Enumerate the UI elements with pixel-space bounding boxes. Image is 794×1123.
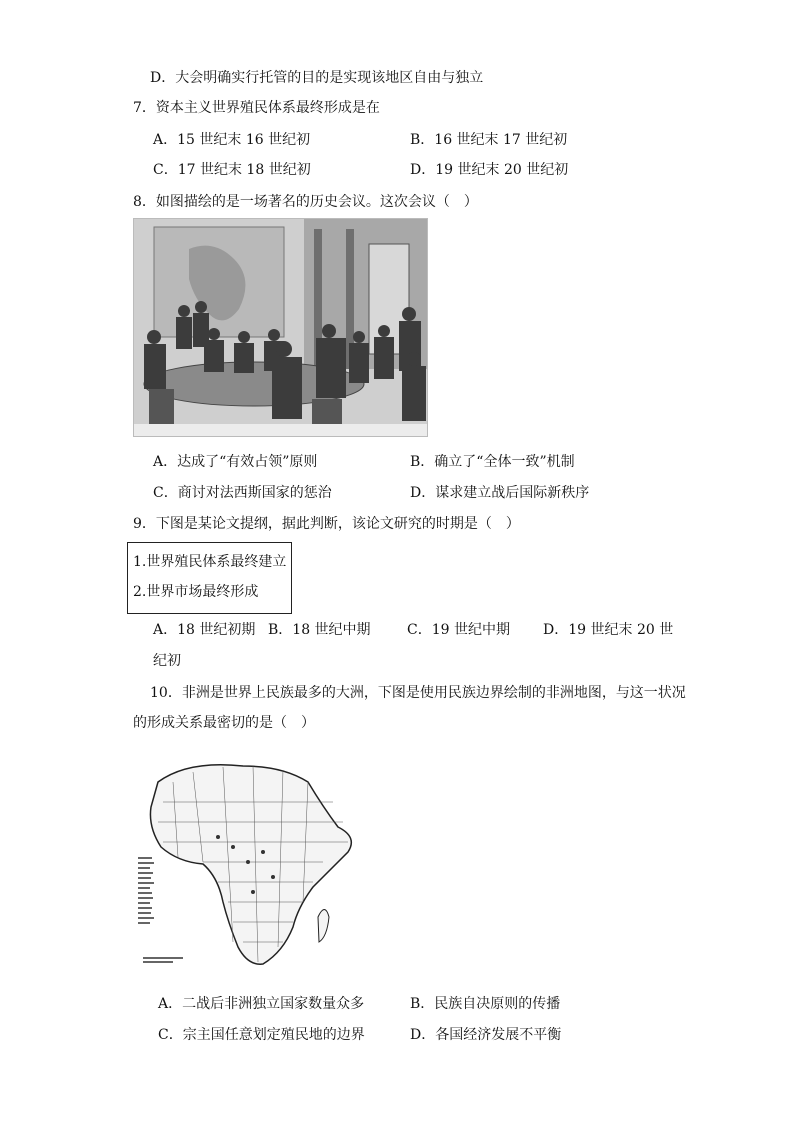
outline-item-2: 2.世界市场最终形成 xyxy=(133,584,259,600)
q10-option-c[interactable]: C．宗主国任意划定殖民地的边界 xyxy=(158,1027,365,1043)
q8-option-c[interactable]: C．商讨对法西斯国家的惩治 xyxy=(153,485,332,501)
q8-option-d[interactable]: D．谋求建立战后国际新秩序 xyxy=(410,485,590,501)
q10-stem-line-2: 的形成关系最密切的是（ ） xyxy=(133,715,315,731)
paper-outline-box xyxy=(127,542,292,614)
q10-option-d[interactable]: D．各国经济发展不平衡 xyxy=(410,1027,562,1043)
outline-item-1: 1.世界殖民体系最终建立 xyxy=(133,554,287,570)
africa-ethnic-map-image xyxy=(133,752,373,972)
q6-option-d: D．大会明确实行托管的目的是实现该地区自由与独立 xyxy=(150,70,484,86)
q7-option-c[interactable]: C．17 世纪末 18 世纪初 xyxy=(153,162,311,178)
q9-option-d[interactable]: D．19 世纪末 20 世 xyxy=(543,622,674,638)
q8-option-b[interactable]: B．确立了“全体一致”机制 xyxy=(410,454,575,470)
q10-stem-line-1: 10．非洲是世界上民族最多的大洲，下图是使用民族边界绘制的非洲地图，与这一状况 xyxy=(150,685,686,701)
q7-option-b[interactable]: B．16 世纪末 17 世纪初 xyxy=(410,132,568,148)
q9-stem: 9．下图是某论文提纲，据此判断，该论文研究的时期是（ ） xyxy=(133,516,520,532)
q9-option-a[interactable]: A．18 世纪初期 xyxy=(153,622,256,638)
q7-option-d[interactable]: D．19 世纪末 20 世纪初 xyxy=(410,162,569,178)
africa-map-graphic xyxy=(133,752,373,972)
q9-option-d-continued: 纪初 xyxy=(153,653,181,669)
q9-option-b[interactable]: B．18 世纪中期 xyxy=(268,622,371,638)
q7-option-a[interactable]: A．15 世纪末 16 世纪初 xyxy=(153,132,311,148)
q7-stem: 7．资本主义世界殖民体系最终形成是在 xyxy=(133,100,380,116)
q10-option-a[interactable]: A．二战后非洲独立国家数量众多 xyxy=(158,996,365,1012)
q10-option-b[interactable]: B．民族自决原则的传播 xyxy=(410,996,561,1012)
conference-engraving-graphic xyxy=(134,219,427,436)
q8-stem: 8．如图描绘的是一场著名的历史会议。这次会议（ ） xyxy=(133,194,478,210)
q9-option-c[interactable]: C．19 世纪中期 xyxy=(407,622,510,638)
conference-engraving-image xyxy=(133,218,428,437)
q8-option-a[interactable]: A．达成了“有效占领”原则 xyxy=(153,454,318,470)
